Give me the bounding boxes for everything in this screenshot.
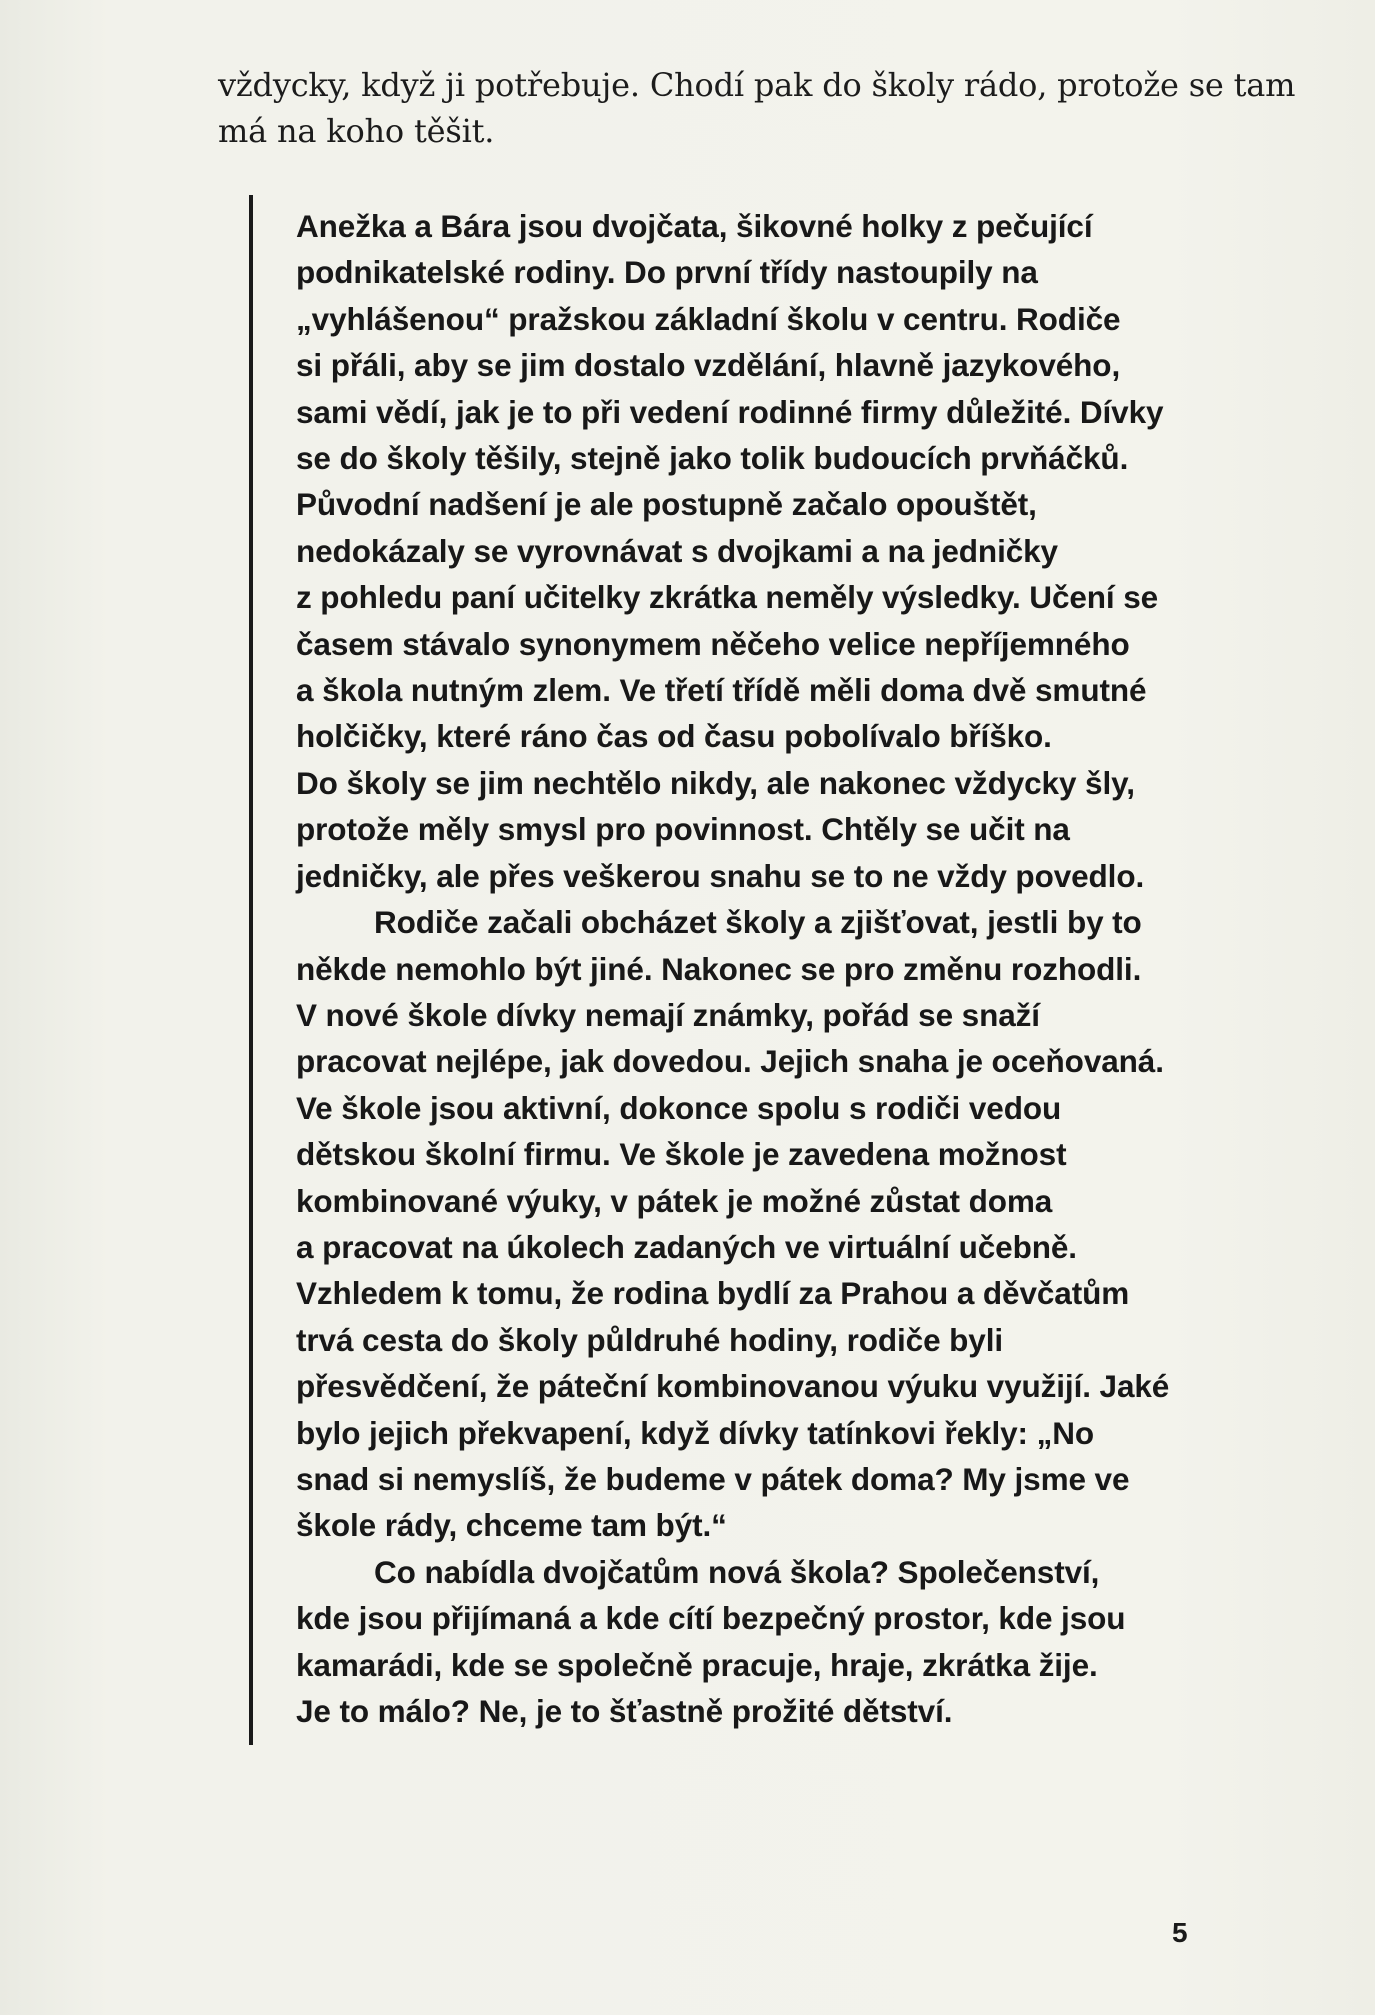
text-line: bylo jejich překvapení, když dívky tatínkovi řekly: „No bbox=[296, 1414, 1095, 1451]
text-line: holčičky, které ráno čas od času pobolívalo bříško. bbox=[296, 718, 1052, 755]
text-line: se do školy těšily, stejně jako tolik budoucích prvňáčků. bbox=[296, 440, 1129, 477]
text-line: Původní nadšení je ale postupně začalo opouštět, bbox=[296, 486, 1037, 523]
text-line: Ve škole jsou aktivní, dokonce spolu s rodiči vedou bbox=[296, 1089, 1062, 1126]
paragraph-start-line: Rodiče začali obcházet školy a zjišťovat, jestli by to bbox=[374, 904, 1142, 941]
text-line: nedokázaly se vyrovnávat s dvojkami a na jedničky bbox=[296, 532, 1058, 569]
text-line: jedničky, ale přes veškerou snahu se to ne vždy povedlo. bbox=[296, 857, 1145, 894]
text-line: „vyhlášenou“ pražskou základní školu v centru. Rodiče bbox=[296, 300, 1121, 337]
text-line: a pracovat na úkolech zadaných ve virtuální učebně. bbox=[296, 1228, 1077, 1265]
paragraph-start-line: Co nabídla dvojčatům nová škola? Společenství, bbox=[374, 1553, 1100, 1590]
text-line: někde nemohlo být jiné. Nakonec se pro změnu rozhodli. bbox=[296, 950, 1142, 987]
text-line: dětskou školní firmu. Ve škole je zavedena možnost bbox=[296, 1136, 1067, 1173]
text-line: podnikatelské rodiny. Do první třídy nastoupily na bbox=[296, 254, 1038, 291]
text-line: kombinované výuky, v pátek je možné zůstat doma bbox=[296, 1182, 1053, 1219]
text-line: trvá cesta do školy půldruhé hodiny, rodiče byli bbox=[296, 1321, 1004, 1358]
text-line: Do školy se jim nechtělo nikdy, ale nakonec vždycky šly, bbox=[296, 764, 1135, 801]
text-line: kamarádi, kde se společně pracuje, hraje, zkrátka žije. bbox=[296, 1646, 1098, 1683]
text-line: sami vědí, jak je to při vedení rodinné firmy důležité. Dívky bbox=[296, 393, 1164, 430]
case-study-text bbox=[296, 203, 1306, 1734]
page-number: 5 bbox=[1172, 1917, 1188, 1948]
text-line: vždycky, když ji potřebuje. Chodí pak do školy rádo, protože se tam bbox=[218, 66, 1296, 104]
text-line: protože měly smysl pro povinnost. Chtěly se učit na bbox=[296, 811, 1070, 848]
text-line: škole rády, chceme tam být.“ bbox=[296, 1507, 727, 1544]
text-line: časem stávalo synonymem něčeho velice nepříjemného bbox=[296, 625, 1130, 662]
text-line: přesvědčení, že páteční kombinovanou výuku využijí. Jaké bbox=[296, 1368, 1170, 1405]
text-line: Je to málo? Ne, je to šťastně prožité dětství. bbox=[296, 1693, 953, 1729]
text-line: má na koho těšit. bbox=[218, 112, 495, 150]
text-line: pracovat nejlépe, jak dovedou. Jejich snaha je oceňovaná. bbox=[296, 1043, 1164, 1080]
case-study-vertical-rule bbox=[249, 195, 253, 1745]
text-line: Anežka a Bára jsou dvojčata, šikovné holky z pečující bbox=[296, 208, 1093, 244]
text-line: kde jsou přijímaná a kde cítí bezpečný prostor, kde jsou bbox=[296, 1600, 1126, 1637]
intro-paragraph bbox=[218, 62, 1298, 154]
text-line: z pohledu paní učitelky zkrátka neměly výsledky. Učení se bbox=[296, 579, 1159, 616]
text-line: Vzhledem k tomu, že rodina bydlí za Prahou a děvčatům bbox=[296, 1275, 1130, 1312]
text-line: V nové škole dívky nemají známky, pořád se snaží bbox=[296, 996, 1040, 1033]
text-line: a škola nutným zlem. Ve třetí třídě měli doma dvě smutné bbox=[296, 672, 1147, 709]
text-line: si přáli, aby se jim dostalo vzdělání, hlavně jazykového, bbox=[296, 347, 1121, 384]
text-line: snad si nemyslíš, že budeme v pátek doma? My jsme ve bbox=[296, 1460, 1130, 1497]
